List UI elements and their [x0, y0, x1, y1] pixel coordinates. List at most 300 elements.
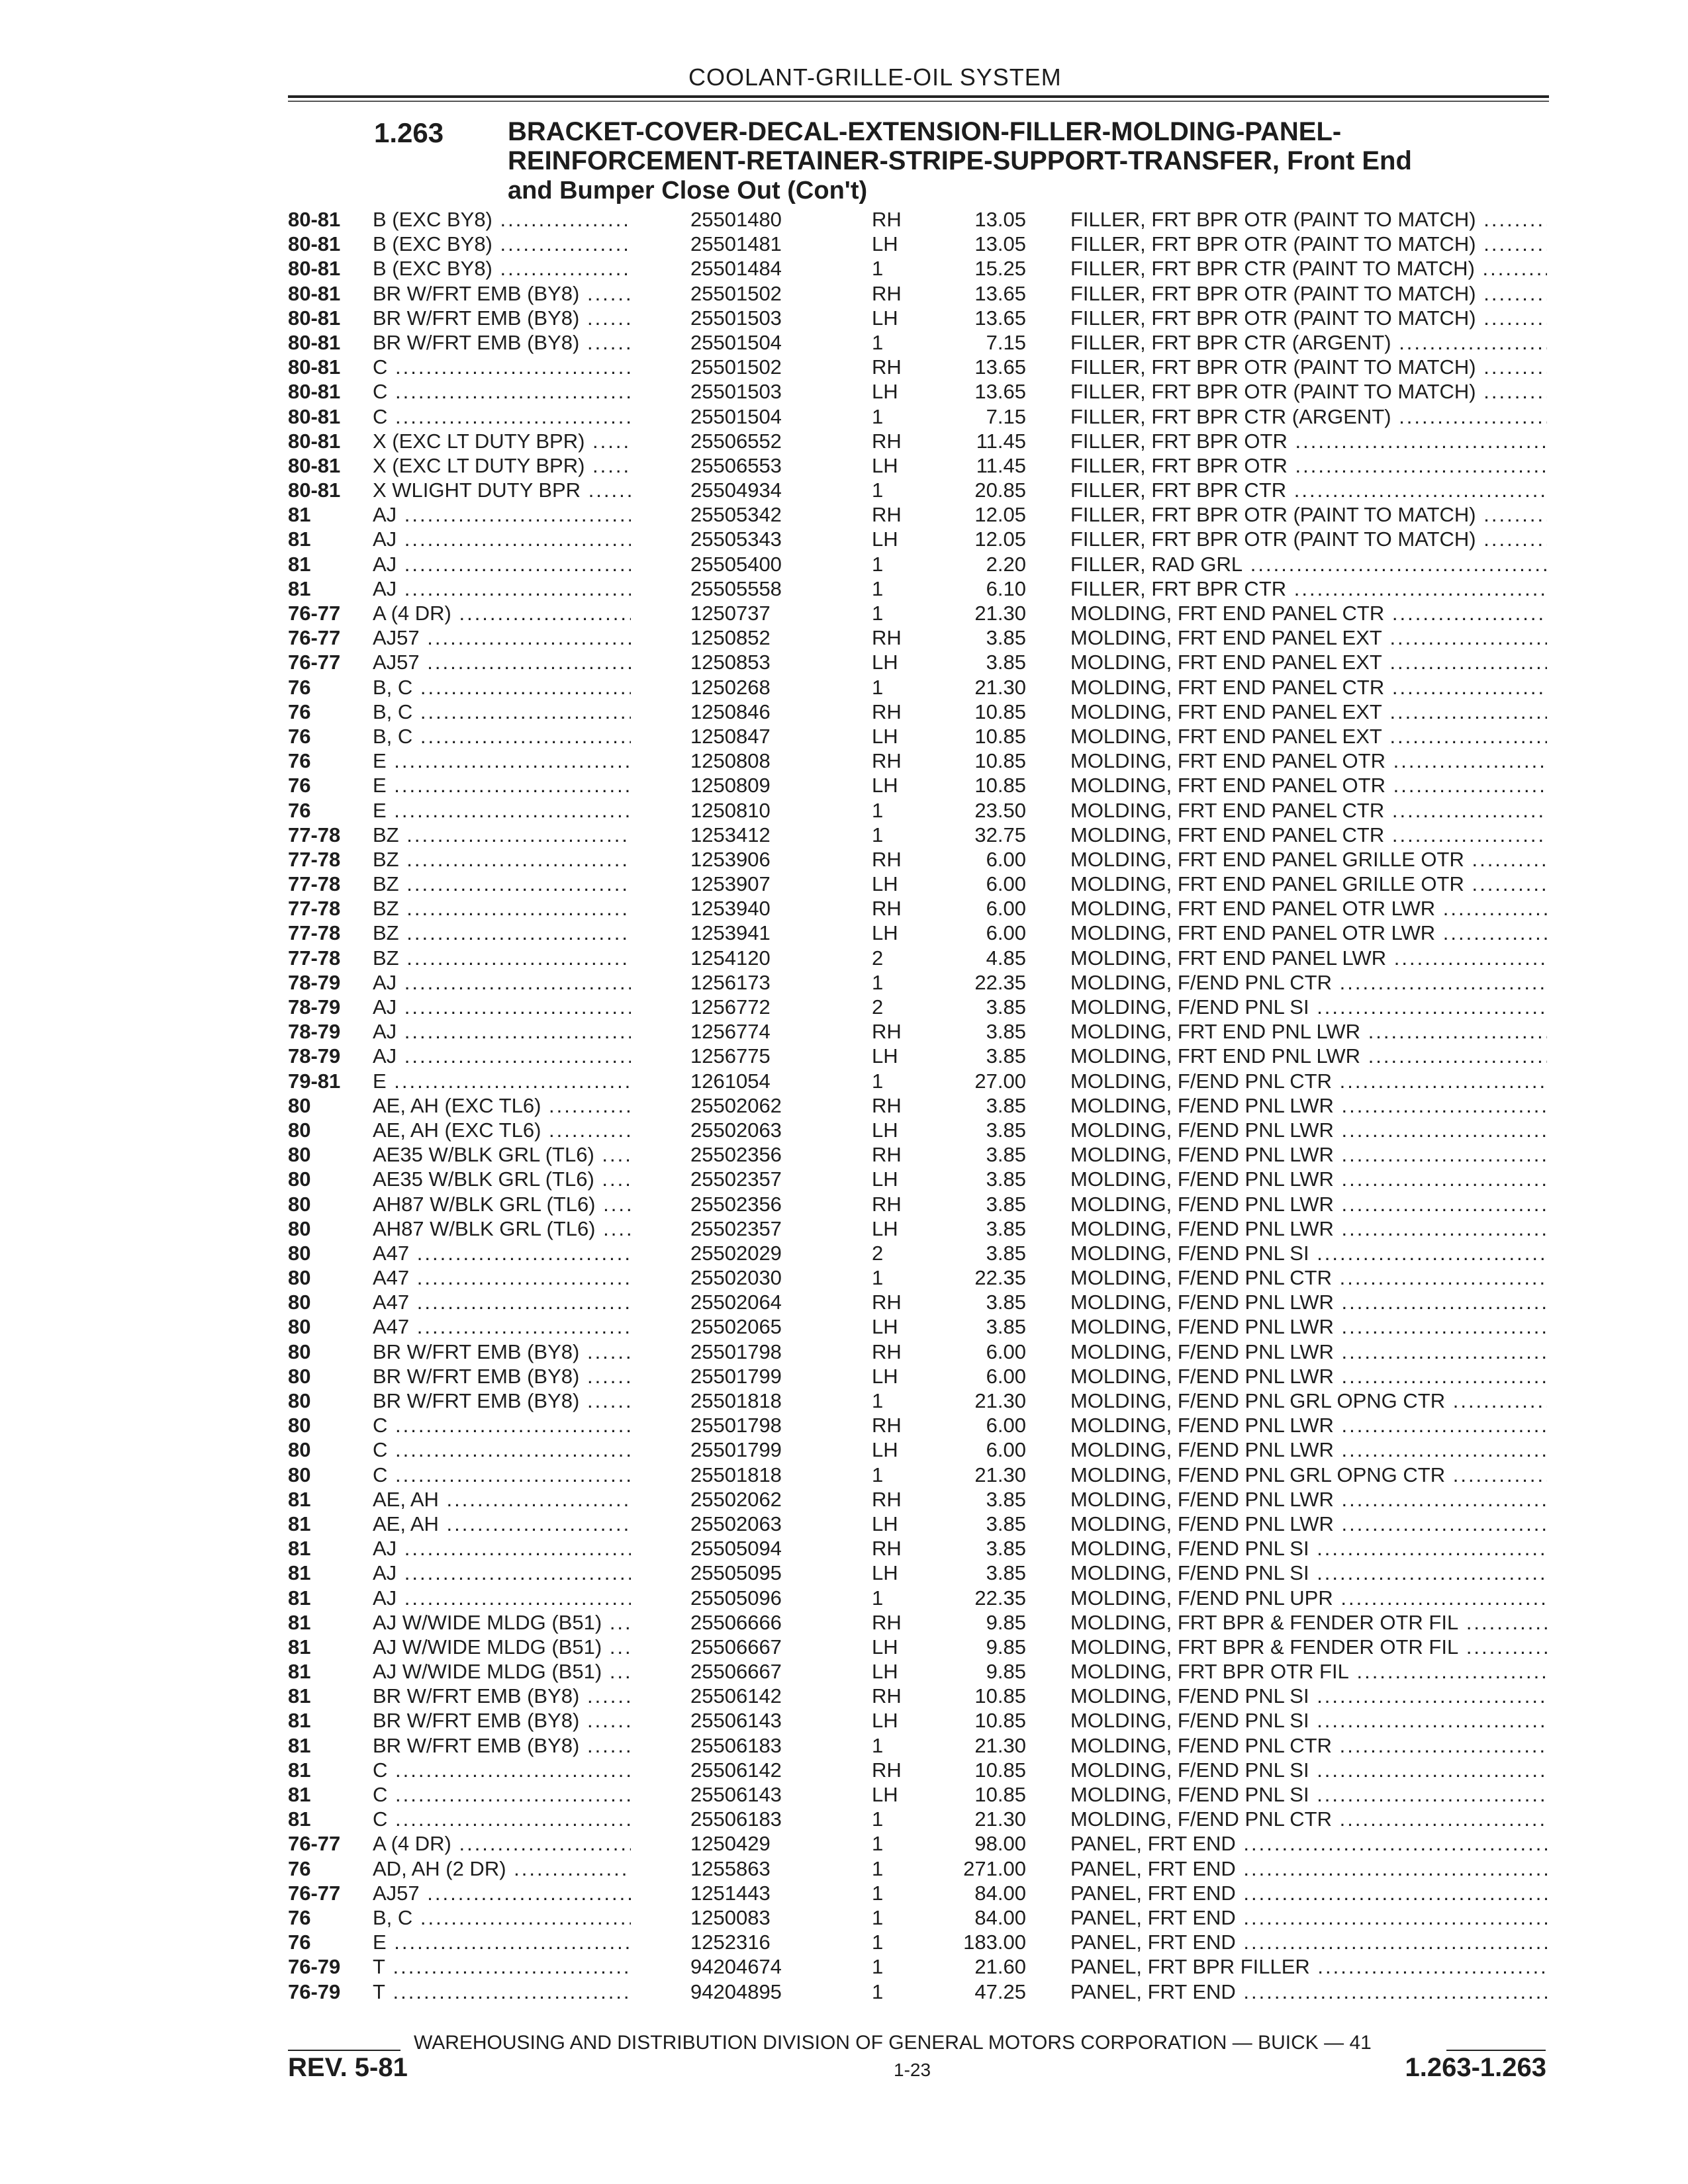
quantity-cell: RH — [872, 1340, 902, 1363]
description-cell: MOLDING, FRT END PANEL EXT ..... — [1070, 650, 1547, 674]
year-cell: 78-79 — [288, 970, 341, 994]
year-cell: 81 — [288, 503, 311, 527]
model-cell: AJ ..... — [373, 1044, 631, 1068]
description-cell: PANEL, FRT BPR FILLER ..... — [1070, 1954, 1547, 1979]
price-cell: 3.85 — [986, 1020, 1026, 1044]
model-cell: B, C ..... — [373, 675, 631, 700]
price-cell: 20.85 — [974, 478, 1026, 502]
description-cell: MOLDING, F/END PNL SI ..... — [1070, 1561, 1547, 1585]
description-cell: MOLDING, FRT END PANEL EXT ..... — [1070, 724, 1547, 749]
price-cell: 12.05 — [974, 527, 1026, 551]
price-cell: 6.00 — [986, 1414, 1026, 1437]
price-cell: 7.15 — [986, 404, 1026, 428]
part-number-cell: 1250810 — [685, 798, 757, 823]
price-cell: 3.85 — [986, 651, 1026, 674]
year-cell: 76 — [288, 1931, 311, 1954]
table-row — [288, 1314, 1549, 1339]
quantity-cell: 1 — [872, 1266, 884, 1290]
table-row — [288, 1463, 1549, 1487]
model-cell: B, C ..... — [373, 700, 631, 724]
description-cell: MOLDING, F/END PNL LWR ..... — [1070, 1142, 1547, 1167]
year-cell: 77-78 — [288, 897, 341, 921]
table-row — [288, 207, 1549, 232]
price-cell: 6.00 — [986, 847, 1026, 871]
price-cell: 3.85 — [986, 1192, 1026, 1216]
description-cell: MOLDING, F/END PNL SI ..... — [1070, 1708, 1547, 1733]
description-cell: PANEL, FRT END ..... — [1070, 1930, 1547, 1954]
parts-list — [288, 207, 1549, 2004]
model-cell: C ..... — [373, 1758, 631, 1782]
year-cell: 81 — [288, 1660, 311, 1684]
model-cell: AE, AH ..... — [373, 1487, 631, 1512]
quantity-cell: 1 — [872, 970, 884, 994]
footer-publisher: WAREHOUSING AND DISTRIBUTION DIVISION OF GENERAL MOTORS CORPORATION — BUICK — 41 — [414, 2032, 1372, 2054]
price-cell: 32.75 — [974, 823, 1026, 846]
table-row — [288, 1290, 1549, 1314]
model-cell: BZ ..... — [373, 946, 631, 970]
year-cell: 78-79 — [288, 1020, 341, 1044]
revision-label: REV. 5-81 — [288, 2053, 408, 2082]
quantity-cell: RH — [872, 429, 902, 453]
quantity-cell: 2 — [872, 995, 884, 1019]
table-row — [288, 1635, 1549, 1659]
part-number-cell: 94204895 — [685, 1979, 757, 2004]
table-row — [288, 970, 1549, 995]
model-cell: BR W/FRT EMB (BY8) ..... — [373, 1364, 631, 1388]
part-number-cell: 25501799 — [685, 1364, 757, 1388]
quantity-cell: LH — [872, 1044, 898, 1068]
part-number-cell: 1253941 — [685, 921, 757, 945]
table-row — [288, 1684, 1549, 1708]
quantity-cell: LH — [872, 1216, 898, 1240]
footer-rule-right — [1446, 2050, 1546, 2051]
part-number-cell: 25501799 — [685, 1437, 757, 1462]
price-cell: 3.85 — [986, 995, 1026, 1019]
year-cell: 80-81 — [288, 306, 341, 330]
price-cell: 3.85 — [986, 1512, 1026, 1535]
price-cell: 12.05 — [974, 503, 1026, 527]
model-cell: T ..... — [373, 1979, 631, 2004]
description-cell: MOLDING, F/END PNL LWR ..... — [1070, 1364, 1547, 1388]
description-cell: MOLDING, F/END PNL GRL OPNG CTR ..... — [1070, 1463, 1547, 1487]
table-row — [288, 232, 1549, 256]
part-number-cell: 25501798 — [685, 1413, 757, 1437]
price-cell: 3.85 — [986, 1118, 1026, 1142]
part-number-cell: 25502065 — [685, 1314, 757, 1339]
model-cell: C ..... — [373, 379, 631, 404]
table-row — [288, 1044, 1549, 1068]
year-cell: 76-77 — [288, 1881, 341, 1905]
description-cell: MOLDING, FRT END PANEL OTR LWR ..... — [1070, 896, 1547, 921]
description-cell: MOLDING, F/END PNL SI ..... — [1070, 1782, 1547, 1807]
table-row — [288, 1512, 1549, 1536]
description-cell: MOLDING, F/END PNL LWR ..... — [1070, 1192, 1547, 1216]
quantity-cell: 1 — [872, 576, 884, 600]
model-cell: AE35 W/BLK GRL (TL6) ..... — [373, 1142, 631, 1167]
table-row — [288, 650, 1549, 674]
part-number-cell: 25506143 — [685, 1782, 757, 1807]
quantity-cell: RH — [872, 503, 902, 527]
year-cell: 80-81 — [288, 281, 341, 305]
table-row — [288, 1069, 1549, 1093]
quantity-cell: 2 — [872, 946, 884, 970]
quantity-cell: LH — [872, 921, 898, 945]
year-cell: 80 — [288, 1438, 311, 1462]
quantity-cell: LH — [872, 527, 898, 551]
price-cell: 13.65 — [974, 355, 1026, 379]
year-cell: 80-81 — [288, 232, 341, 256]
quantity-cell: RH — [872, 1537, 902, 1561]
part-number-cell: 1252316 — [685, 1930, 757, 1954]
section-number: 1.263 — [374, 117, 444, 148]
part-number-cell: 25502063 — [685, 1118, 757, 1142]
quantity-cell: LH — [872, 1709, 898, 1733]
year-cell: 80 — [288, 1192, 311, 1216]
description-cell: FILLER, FRT BPR CTR (PAINT TO MATCH) ..... — [1070, 256, 1547, 281]
price-cell: 10.85 — [974, 774, 1026, 797]
part-number-cell: 1261054 — [685, 1069, 757, 1093]
table-row — [288, 281, 1549, 306]
year-cell: 80 — [288, 1241, 311, 1265]
year-cell: 80-81 — [288, 478, 341, 502]
quantity-cell: 1 — [872, 552, 884, 576]
quantity-cell: RH — [872, 1192, 902, 1216]
model-cell: C ..... — [373, 1807, 631, 1831]
model-cell: B (EXC BY8) ..... — [373, 232, 631, 256]
section-title — [508, 117, 1547, 205]
price-cell: 10.85 — [974, 724, 1026, 748]
part-number-cell: 25502062 — [685, 1487, 757, 1512]
part-number-cell: 1256173 — [685, 970, 757, 995]
description-cell: FILLER, FRT BPR OTR (PAINT TO MATCH) ..... — [1070, 379, 1547, 404]
table-row — [288, 306, 1549, 330]
part-number-cell: 1256775 — [685, 1044, 757, 1068]
table-row — [288, 1340, 1549, 1364]
quantity-cell: LH — [872, 651, 898, 674]
quantity-cell: 1 — [872, 602, 884, 625]
table-row — [288, 601, 1549, 625]
model-cell: AE, AH ..... — [373, 1512, 631, 1536]
table-row — [288, 1364, 1549, 1388]
price-cell: 11.45 — [976, 429, 1026, 453]
description-cell: MOLDING, F/END PNL LWR ..... — [1070, 1340, 1547, 1364]
quantity-cell: 1 — [872, 1069, 884, 1093]
quantity-cell: LH — [872, 872, 898, 896]
quantity-cell: LH — [872, 1512, 898, 1535]
table-row — [288, 798, 1549, 823]
price-cell: 22.35 — [974, 1266, 1026, 1290]
price-cell: 3.85 — [986, 1291, 1026, 1314]
price-cell: 21.30 — [974, 1733, 1026, 1757]
price-cell: 6.00 — [986, 1340, 1026, 1363]
model-cell: C ..... — [373, 1413, 631, 1437]
price-cell: 3.85 — [986, 1093, 1026, 1117]
quantity-cell: 1 — [872, 1463, 884, 1486]
model-cell: AE, AH (EXC TL6) ..... — [373, 1093, 631, 1118]
description-cell: MOLDING, FRT END PANEL GRILLE OTR ..... — [1070, 872, 1547, 896]
year-cell: 80-81 — [288, 355, 341, 379]
description-cell: MOLDING, F/END PNL LWR ..... — [1070, 1314, 1547, 1339]
part-number-cell: 1250808 — [685, 749, 757, 773]
quantity-cell: 1 — [872, 1931, 884, 1954]
model-cell: AJ W/WIDE MLDG (B51) ..... — [373, 1635, 631, 1659]
year-cell: 81 — [288, 1586, 311, 1610]
table-row — [288, 1856, 1549, 1881]
year-cell: 81 — [288, 1537, 311, 1561]
model-cell: E ..... — [373, 1069, 631, 1093]
quantity-cell: 1 — [872, 1856, 884, 1880]
quantity-cell: LH — [872, 1364, 898, 1388]
model-cell: BR W/FRT EMB (BY8) ..... — [373, 306, 631, 330]
quantity-cell: 1 — [872, 1733, 884, 1757]
year-cell: 81 — [288, 1733, 311, 1757]
quantity-cell: LH — [872, 453, 898, 477]
quantity-cell: RH — [872, 626, 902, 650]
year-cell: 81 — [288, 1783, 311, 1806]
table-row — [288, 330, 1549, 355]
year-cell: 77-78 — [288, 946, 341, 970]
description-cell: PANEL, FRT END ..... — [1070, 1831, 1547, 1856]
table-row — [288, 1192, 1549, 1216]
table-row — [288, 1388, 1549, 1413]
model-cell: BZ ..... — [373, 872, 631, 896]
part-number-cell: 25506666 — [685, 1610, 757, 1635]
table-row — [288, 1093, 1549, 1118]
description-cell: MOLDING, FRT END PANEL CTR ..... — [1070, 823, 1547, 847]
year-cell: 76-79 — [288, 1979, 341, 2003]
model-cell: BZ ..... — [373, 921, 631, 945]
table-row — [288, 576, 1549, 601]
description-cell: FILLER, FRT BPR OTR (PAINT TO MATCH) ..... — [1070, 232, 1547, 256]
model-cell: AJ ..... — [373, 970, 631, 995]
description-cell: FILLER, FRT BPR CTR ..... — [1070, 478, 1547, 502]
year-cell: 76-77 — [288, 602, 341, 625]
year-cell: 80-81 — [288, 429, 341, 453]
quantity-cell: 1 — [872, 1905, 884, 1929]
part-number-cell: 25501502 — [685, 281, 757, 306]
model-cell: AJ ..... — [373, 995, 631, 1019]
quantity-cell: 1 — [872, 1955, 884, 1979]
model-cell: AJ ..... — [373, 1561, 631, 1585]
model-cell: B (EXC BY8) ..... — [373, 207, 631, 232]
description-cell: MOLDING, F/END PNL CTR ..... — [1070, 1265, 1547, 1290]
table-row — [288, 1733, 1549, 1758]
description-cell: MOLDING, FRT END PANEL OTR ..... — [1070, 773, 1547, 797]
quantity-cell: RH — [872, 1487, 902, 1511]
part-number-cell: 25506552 — [685, 429, 757, 453]
table-row — [288, 896, 1549, 921]
part-number-cell: 25506142 — [685, 1684, 757, 1708]
year-cell: 81 — [288, 576, 311, 600]
quantity-cell: 1 — [872, 404, 884, 428]
year-cell: 76 — [288, 1856, 311, 1880]
model-cell: X (EXC LT DUTY BPR) ..... — [373, 453, 631, 478]
model-cell: A47 ..... — [373, 1290, 631, 1314]
year-cell: 80 — [288, 1118, 311, 1142]
part-number-cell: 25501504 — [685, 330, 757, 355]
model-cell: AJ ..... — [373, 576, 631, 601]
table-row — [288, 1807, 1549, 1831]
description-cell: FILLER, FRT BPR OTR (PAINT TO MATCH) ..... — [1070, 281, 1547, 306]
model-cell: C ..... — [373, 355, 631, 379]
quantity-cell: 1 — [872, 1881, 884, 1905]
price-cell: 7.15 — [986, 330, 1026, 354]
model-cell: BZ ..... — [373, 896, 631, 921]
table-row — [288, 527, 1549, 551]
quantity-cell: RH — [872, 355, 902, 379]
table-row — [288, 1708, 1549, 1733]
year-cell: 81 — [288, 1709, 311, 1733]
description-cell: FILLER, FRT BPR OTR (PAINT TO MATCH) ..... — [1070, 355, 1547, 379]
price-cell: 3.85 — [986, 1561, 1026, 1585]
part-number-cell: 1250083 — [685, 1905, 757, 1930]
description-cell: MOLDING, F/END PNL SI ..... — [1070, 995, 1547, 1019]
model-cell: BR W/FRT EMB (BY8) ..... — [373, 1340, 631, 1364]
part-number-cell: 1250852 — [685, 625, 757, 650]
year-cell: 81 — [288, 1807, 311, 1831]
part-number-cell: 25506143 — [685, 1708, 757, 1733]
description-cell: FILLER, FRT BPR CTR (ARGENT) ..... — [1070, 404, 1547, 429]
year-cell: 76-77 — [288, 1832, 341, 1856]
year-cell: 80 — [288, 1463, 311, 1486]
part-number-cell: 25502062 — [685, 1093, 757, 1118]
description-cell: MOLDING, F/END PNL SI ..... — [1070, 1536, 1547, 1561]
table-row — [288, 1167, 1549, 1191]
price-cell: 47.25 — [974, 1979, 1026, 2003]
price-cell: 21.60 — [974, 1955, 1026, 1979]
description-cell: MOLDING, F/END PNL LWR ..... — [1070, 1487, 1547, 1512]
description-cell: MOLDING, F/END PNL CTR ..... — [1070, 970, 1547, 995]
model-cell: BR W/FRT EMB (BY8) ..... — [373, 1684, 631, 1708]
part-number-cell: 25501818 — [685, 1388, 757, 1413]
description-cell: MOLDING, F/END PNL LWR ..... — [1070, 1413, 1547, 1437]
table-row — [288, 1536, 1549, 1561]
description-cell: MOLDING, F/END PNL LWR ..... — [1070, 1118, 1547, 1142]
quantity-cell: 1 — [872, 1807, 884, 1831]
model-cell: AJ ..... — [373, 1019, 631, 1044]
table-row — [288, 1142, 1549, 1167]
price-cell: 3.85 — [986, 1216, 1026, 1240]
price-cell: 6.00 — [986, 897, 1026, 921]
table-row — [288, 1118, 1549, 1142]
year-cell: 80 — [288, 1093, 311, 1117]
table-row — [288, 675, 1549, 700]
price-cell: 3.85 — [986, 1537, 1026, 1561]
quantity-cell: 1 — [872, 675, 884, 699]
quantity-cell: LH — [872, 1438, 898, 1462]
part-number-cell: 25506183 — [685, 1733, 757, 1758]
price-cell: 6.10 — [986, 576, 1026, 600]
table-row — [288, 872, 1549, 896]
part-number-cell: 1250846 — [685, 700, 757, 724]
description-cell: FILLER, FRT BPR OTR (PAINT TO MATCH) ..... — [1070, 527, 1547, 551]
model-cell: BR W/FRT EMB (BY8) ..... — [373, 1733, 631, 1758]
model-cell: AJ ..... — [373, 1586, 631, 1610]
price-cell: 22.35 — [974, 1586, 1026, 1610]
description-cell: FILLER, FRT BPR OTR (PAINT TO MATCH) ..... — [1070, 502, 1547, 527]
section-range: 1.263-1.263 — [1405, 2053, 1546, 2082]
model-cell: A (4 DR) ..... — [373, 601, 631, 625]
description-cell: MOLDING, FRT END PANEL GRILLE OTR ..... — [1070, 847, 1547, 872]
table-row — [288, 552, 1549, 576]
price-cell: 10.85 — [974, 1709, 1026, 1733]
year-cell: 76 — [288, 798, 311, 822]
quantity-cell: RH — [872, 1758, 902, 1782]
year-cell: 76-77 — [288, 626, 341, 650]
part-number-cell: 25504934 — [685, 478, 757, 502]
year-cell: 80-81 — [288, 453, 341, 477]
model-cell: E ..... — [373, 773, 631, 797]
table-row — [288, 1758, 1549, 1782]
model-cell: T ..... — [373, 1954, 631, 1979]
table-row — [288, 379, 1549, 404]
price-cell: 21.30 — [974, 1807, 1026, 1831]
quantity-cell: LH — [872, 724, 898, 748]
description-cell: MOLDING, FRT END PANEL EXT ..... — [1070, 700, 1547, 724]
footer-rule-left — [288, 2050, 400, 2051]
part-number-cell: 25501502 — [685, 355, 757, 379]
part-number-cell: 1253907 — [685, 872, 757, 896]
part-number-cell: 1256772 — [685, 995, 757, 1019]
model-cell: AH87 W/BLK GRL (TL6) ..... — [373, 1216, 631, 1241]
model-cell: E ..... — [373, 749, 631, 773]
table-row — [288, 700, 1549, 724]
table-row — [288, 1610, 1549, 1635]
price-cell: 10.85 — [974, 749, 1026, 773]
year-cell: 77-78 — [288, 847, 341, 871]
part-number-cell: 1251443 — [685, 1881, 757, 1905]
description-cell: MOLDING, F/END PNL SI ..... — [1070, 1758, 1547, 1782]
price-cell: 271.00 — [963, 1856, 1026, 1880]
price-cell: 3.85 — [986, 1143, 1026, 1167]
description-cell: FILLER, FRT BPR CTR (ARGENT) ..... — [1070, 330, 1547, 355]
table-row — [288, 1979, 1549, 2004]
quantity-cell: 1 — [872, 257, 884, 281]
quantity-cell: LH — [872, 1118, 898, 1142]
price-cell: 3.85 — [986, 1044, 1026, 1068]
price-cell: 13.65 — [974, 380, 1026, 404]
description-cell: FILLER, FRT BPR OTR (PAINT TO MATCH) ..... — [1070, 306, 1547, 330]
model-cell: B, C ..... — [373, 724, 631, 749]
part-number-cell: 25506667 — [685, 1659, 757, 1684]
part-number-cell: 1253940 — [685, 896, 757, 921]
part-number-cell: 25506142 — [685, 1758, 757, 1782]
part-number-cell: 25506667 — [685, 1635, 757, 1659]
part-number-cell: 1253412 — [685, 823, 757, 847]
table-row — [288, 1241, 1549, 1265]
year-cell: 76 — [288, 774, 311, 797]
price-cell: 13.65 — [974, 306, 1026, 330]
year-cell: 79-81 — [288, 1069, 341, 1093]
price-cell: 13.05 — [974, 232, 1026, 256]
part-number-cell: 25502356 — [685, 1142, 757, 1167]
description-cell: MOLDING, FRT END PNL LWR ..... — [1070, 1019, 1547, 1044]
model-cell: AJ ..... — [373, 1536, 631, 1561]
table-row — [288, 1905, 1549, 1930]
price-cell: 15.25 — [974, 257, 1026, 281]
year-cell: 80 — [288, 1364, 311, 1388]
quantity-cell: LH — [872, 774, 898, 797]
description-cell: PANEL, FRT END ..... — [1070, 1979, 1547, 2004]
model-cell: A (4 DR) ..... — [373, 1831, 631, 1856]
page-number: 1-23 — [894, 2060, 931, 2080]
quantity-cell: LH — [872, 1660, 898, 1684]
description-cell: MOLDING, F/END PNL LWR ..... — [1070, 1167, 1547, 1191]
table-row — [288, 1019, 1549, 1044]
year-cell: 81 — [288, 1758, 311, 1782]
table-row — [288, 1930, 1549, 1954]
table-row — [288, 429, 1549, 453]
